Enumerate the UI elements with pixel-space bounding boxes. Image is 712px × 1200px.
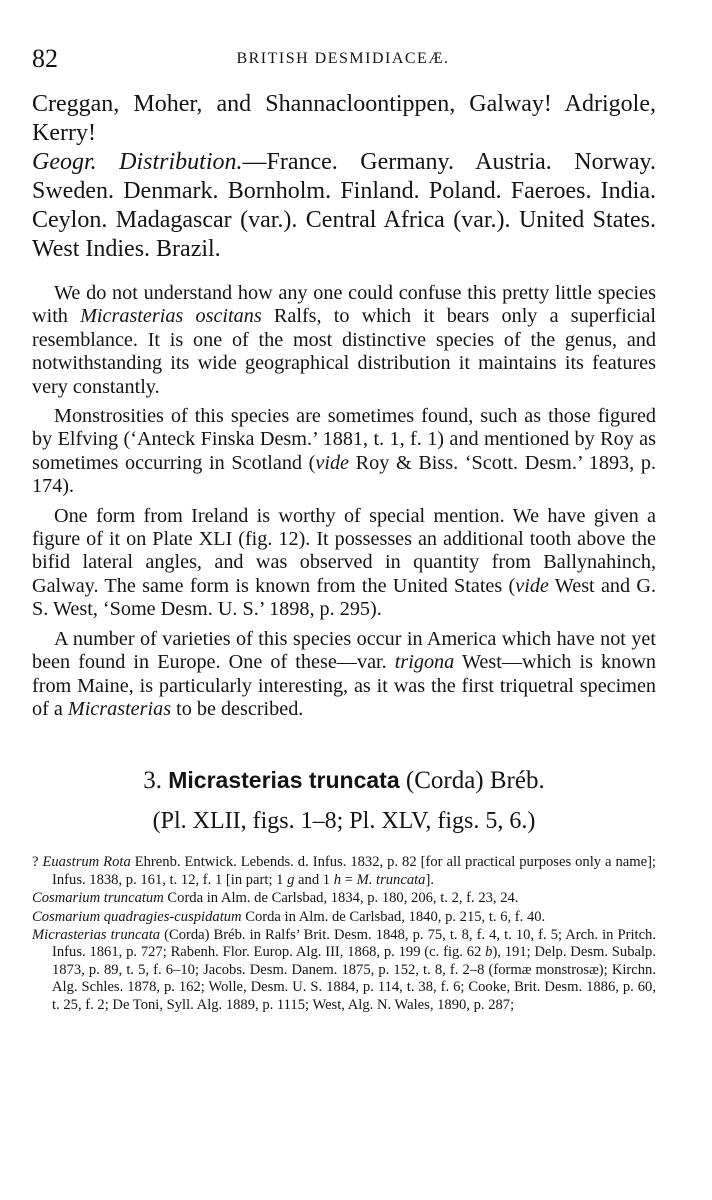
discussion-section bbox=[32, 282, 656, 721]
italic-taxon: Cosmarium quadragies-cuspidatum bbox=[32, 908, 242, 925]
text-run: One form from Ireland is worthy of special mention. We have given a figure of it on Plate XLI (fig. 12). It possesses an additional tooth above the bifid lateral angles, and was observed in quantity from Ballynahinch, Galway. The same form is known from the United States ( bbox=[32, 504, 656, 597]
text-run: Roy & Biss. ‘Scott. Desm.’ 1893, p. 174). bbox=[32, 451, 656, 498]
italic-letter: b bbox=[485, 944, 493, 961]
synonymy-list bbox=[32, 854, 656, 1014]
text-run: ]. bbox=[425, 871, 434, 888]
synonym-entry bbox=[32, 927, 656, 1014]
distribution-paragraph bbox=[32, 148, 656, 264]
running-title: BRITISH DESMIDIACEÆ. bbox=[236, 50, 450, 67]
italic-taxon: M. truncata bbox=[356, 871, 426, 888]
text-run: to be described. bbox=[171, 697, 304, 720]
italic-word: vide bbox=[515, 574, 549, 597]
text-run: West and G. S. West, ‘Some Desm. U. S.’ 1898, p. 295). bbox=[32, 574, 656, 621]
italic-taxon: Micrasterias truncata bbox=[32, 926, 161, 943]
synonym-entry bbox=[32, 909, 656, 926]
text-run: West—which is known from Maine, is particularly interesting, as it was the first triquetral specimen of a bbox=[32, 651, 656, 720]
species-authority: (Corda) Bréb. bbox=[405, 767, 545, 795]
italic-letter: h bbox=[333, 871, 342, 888]
text-run: ), 191; Delp. Desm. Subalp. 1873, p. 89, t. 5, f. 6–10; Jacobs. Desm. Danem. 1875, p. 152, t. 8, f. 2–8 (formæ monstrosæ); Kirchn. Alg. Schles. 1878, p. 162; Wolle, Desm. U. S. 1884, p. 114, t. 38, f. 6; Cooke, Brit. Desm. 1886, p. 60, t. 25, f. 2; De Toni, Syll. Alg. 1889, p. 1115; West, Alg. N. Wales, 1890, p. 287; bbox=[52, 944, 656, 1013]
italic-taxon: Euastrum Rota bbox=[42, 854, 131, 871]
page-header bbox=[32, 44, 654, 78]
distribution-list: —France. Germany. Austria. Norway. Sweden. Denmark. Bornholm. Finland. Poland. Faeroes. India. Ceylon. Madagascar (var.). Central Africa (var.). United States. West Indies. Brazil. bbox=[32, 149, 656, 262]
italic-letter: g bbox=[287, 871, 295, 888]
paragraph-1 bbox=[32, 282, 656, 399]
species-figure-reference: (Pl. XLII, figs. 1–8; Pl. XLV, figs. 5, 6.) bbox=[152, 808, 536, 835]
locality-section bbox=[32, 90, 656, 264]
text-run: Corda in Alm. de Carlsbad, 1834, p. 180, 206, t. 2, f. 23, 24. bbox=[163, 890, 519, 907]
text-run: = bbox=[341, 871, 357, 888]
species-name: Micrasterias truncata bbox=[168, 767, 400, 794]
page-body bbox=[32, 90, 656, 1015]
text-run: Monstrosities of this species are sometimes found, such as those figured by Elfving (‘Anteck Finska Desm.’ 1881, t. 1, f. 1) and mentioned by Roy as sometimes occurring in Scotland ( bbox=[32, 405, 656, 474]
synonym-entry bbox=[32, 854, 656, 889]
text-run: Corda in Alm. de Carlsbad, 1840, p. 215, t. 6, f. 40. bbox=[241, 908, 546, 925]
italic-word: trigona bbox=[394, 651, 455, 674]
italic-taxon: Micrasterias bbox=[67, 697, 172, 720]
text-run: Ehrenb. Entwick. Lebends. d. Infus. 1832, p. 82 [for all practical purposes only a name]; Infus. 1838, p. 161, t. 12, f. 1 [in part; 1 bbox=[52, 854, 656, 888]
italic-word: vide bbox=[315, 451, 350, 474]
paragraph-2 bbox=[32, 405, 656, 499]
species-heading bbox=[32, 763, 656, 798]
distribution-label: Geogr. Distribution. bbox=[32, 149, 243, 175]
text-run: and 1 bbox=[294, 871, 334, 888]
text-run: Ralfs, to which it bears only a superficial resemblance. It is one of the most distinctive species of the genus, and notwithstanding its wide geographical distribution it maintains its features very constantly. bbox=[32, 305, 656, 398]
italic-taxon: Cosmarium truncatum bbox=[32, 890, 164, 907]
synonym-entry bbox=[32, 890, 656, 907]
localities-text: Creggan, Moher, and Shannacloontippen, Galway! Adrigole, Kerry! bbox=[32, 91, 656, 146]
paragraph-3 bbox=[32, 505, 656, 622]
italic-taxon: Micrasterias oscitans bbox=[80, 305, 262, 328]
text-run: (Corda) Bréb. in Ralfs’ Brit. Desm. 1848, p. 75, t. 8, f. 4, t. 10, f. 5; Arch. in Pritch. Infus. 1861, p. 727; Rabenh. Flor. Europ. Alg. III, 1868, p. 199 (c. fig. 62 bbox=[52, 926, 656, 961]
paragraph-4 bbox=[32, 628, 656, 722]
text-run: A number of varieties of this species occur in America which have not yet been found in Europe. One of these—var. bbox=[32, 627, 656, 674]
species-number: 3. bbox=[143, 767, 162, 795]
page-number: 82 bbox=[32, 44, 58, 73]
text-run: We do not understand how any one could confuse this pretty little species with bbox=[32, 282, 656, 328]
text-run: ? bbox=[32, 854, 43, 871]
